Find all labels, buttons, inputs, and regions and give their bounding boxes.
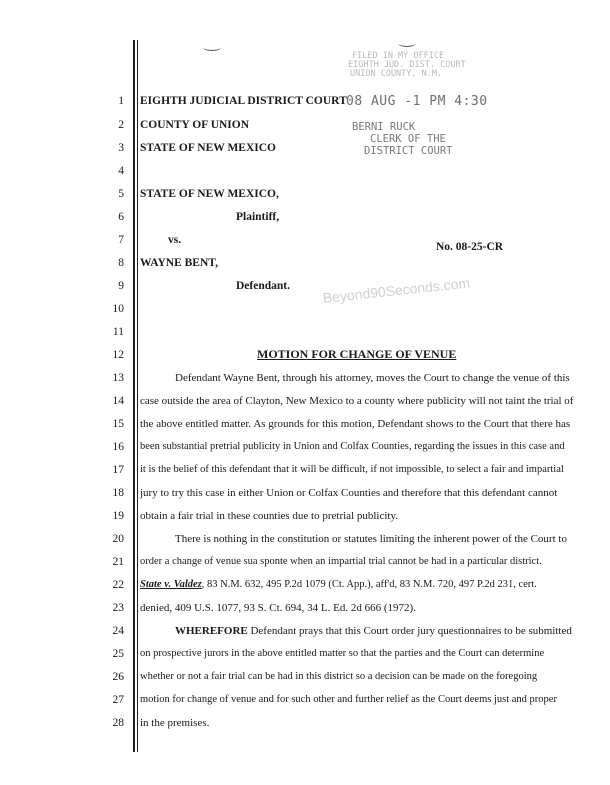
stamp-line: UNION COUNTY, N.M. <box>350 69 443 79</box>
line-number: 27 <box>112 694 124 706</box>
line-number: 2 <box>118 119 124 131</box>
line-number: 15 <box>112 418 124 430</box>
margin-rule <box>133 40 135 752</box>
line-number: 21 <box>112 556 124 568</box>
line-number: 11 <box>112 326 124 338</box>
motion-title: MOTION FOR CHANGE OF VENUE <box>257 347 457 361</box>
county-name: COUNTY OF UNION <box>140 119 250 131</box>
body-line: been substantial pretrial publicity in Union and Colfax Counties, regarding the issues in this case and <box>140 441 565 452</box>
line-number: 14 <box>112 395 124 407</box>
punch-mark-right <box>398 40 416 47</box>
stamp-line: EIGHTH JUD. DIST. COURT <box>348 60 466 70</box>
line-number: 4 <box>118 165 124 177</box>
line-number: 3 <box>118 142 124 154</box>
line-number: 16 <box>112 441 124 453</box>
wherefore-rest: Defendant prays that this Court order jury questionnaires to be submitted <box>247 625 572 637</box>
line-number: 6 <box>118 211 124 223</box>
stamp-clerk: CLERK OF THE <box>370 133 446 145</box>
line-number: 7 <box>118 234 124 246</box>
line-number: 17 <box>112 464 124 476</box>
line-number: 23 <box>112 602 124 614</box>
line-number: 8 <box>118 257 124 269</box>
stamp-datetime: 08 AUG -1 PM 4:30 <box>346 94 488 109</box>
line-number: 26 <box>112 671 124 683</box>
body-line: Defendant Wayne Bent, through his attorney, moves the Court to change the venue of this <box>175 372 570 384</box>
court-name: EIGHTH JUDICIAL DISTRICT COURT <box>140 95 347 107</box>
line-number: 19 <box>112 510 124 522</box>
line-number: 13 <box>112 372 124 384</box>
line-number: 18 <box>112 487 124 499</box>
defendant-role: Defendant. <box>236 280 290 292</box>
stamp-line: FILED IN MY OFFICE <box>352 51 445 61</box>
stamp-clerk: BERNI RUCK <box>352 121 416 133</box>
plaintiff-name: STATE OF NEW MEXICO, <box>140 188 279 200</box>
line-number: 9 <box>118 280 124 292</box>
versus: vs. <box>168 234 182 246</box>
line-number: 24 <box>112 625 124 637</box>
line-number: 10 <box>112 303 124 315</box>
body-line: case outside the area of Clayton, New Mexico to a county where publicity will not taint the trial of <box>140 395 574 407</box>
wherefore-word: WHEREFORE <box>175 625 248 637</box>
body-line: There is nothing in the constitution or statutes limiting the inherent power of the Court to <box>175 533 567 545</box>
line-number: 1 <box>118 95 124 107</box>
body-line: on prospective jurors in the above entitled matter so that the parties and the Court can determine <box>140 648 545 659</box>
plaintiff-role: Plaintiff, <box>236 211 280 223</box>
line-number: 12 <box>112 349 124 361</box>
body-line: whether or not a fair trial can be had in this district so a decision can be made on the foregoing <box>140 671 538 682</box>
line-number: 22 <box>112 579 124 591</box>
body-line: in the premises. <box>140 717 210 729</box>
case-number: No. 08-25-CR <box>436 241 504 253</box>
margin-rule-inner <box>137 40 138 752</box>
watermark: Beyond90Seconds.com <box>322 274 471 306</box>
line-number: 5 <box>118 188 124 200</box>
punch-mark-left <box>203 44 221 51</box>
body-line: the above entitled matter. As grounds for this motion, Defendant shows to the Court that there has <box>140 418 571 430</box>
citation-rest: , 83 N.M. 632, 495 P.2d 1079 (Ct. App.), aff'd, 83 N.M. 720, 497 P.2d 231, cert. <box>201 579 537 590</box>
body-line: order a change of venue sua sponte when an impartial trial cannot be had in a particular district. <box>140 556 542 567</box>
body-line: jury to try this case in either Union or Colfax Counties and therefore that this defendant cannot <box>140 487 558 499</box>
line-number: 28 <box>112 717 124 729</box>
case-citation: State v. Valdez <box>140 579 202 590</box>
line-number: 25 <box>112 648 124 660</box>
defendant-name: WAYNE BENT, <box>140 257 218 269</box>
body-line: denied, 409 U.S. 1077, 93 S. Ct. 694, 34 L. Ed. 2d 666 (1972). <box>140 602 416 614</box>
body-line: it is the belief of this defendant that it will be difficult, if not impossible, to select a fair and impartial <box>140 464 564 475</box>
body-line-citation <box>140 578 537 592</box>
body-line-wherefore <box>175 624 572 638</box>
body-line: motion for change of venue and for such other and further relief as the Court deems just and proper <box>140 694 557 705</box>
stamp-clerk: DISTRICT COURT <box>364 145 453 157</box>
line-number: 20 <box>112 533 124 545</box>
state-name: STATE OF NEW MEXICO <box>140 142 276 154</box>
body-line: obtain a fair trial in these counties due to pretrial publicity. <box>140 510 399 522</box>
